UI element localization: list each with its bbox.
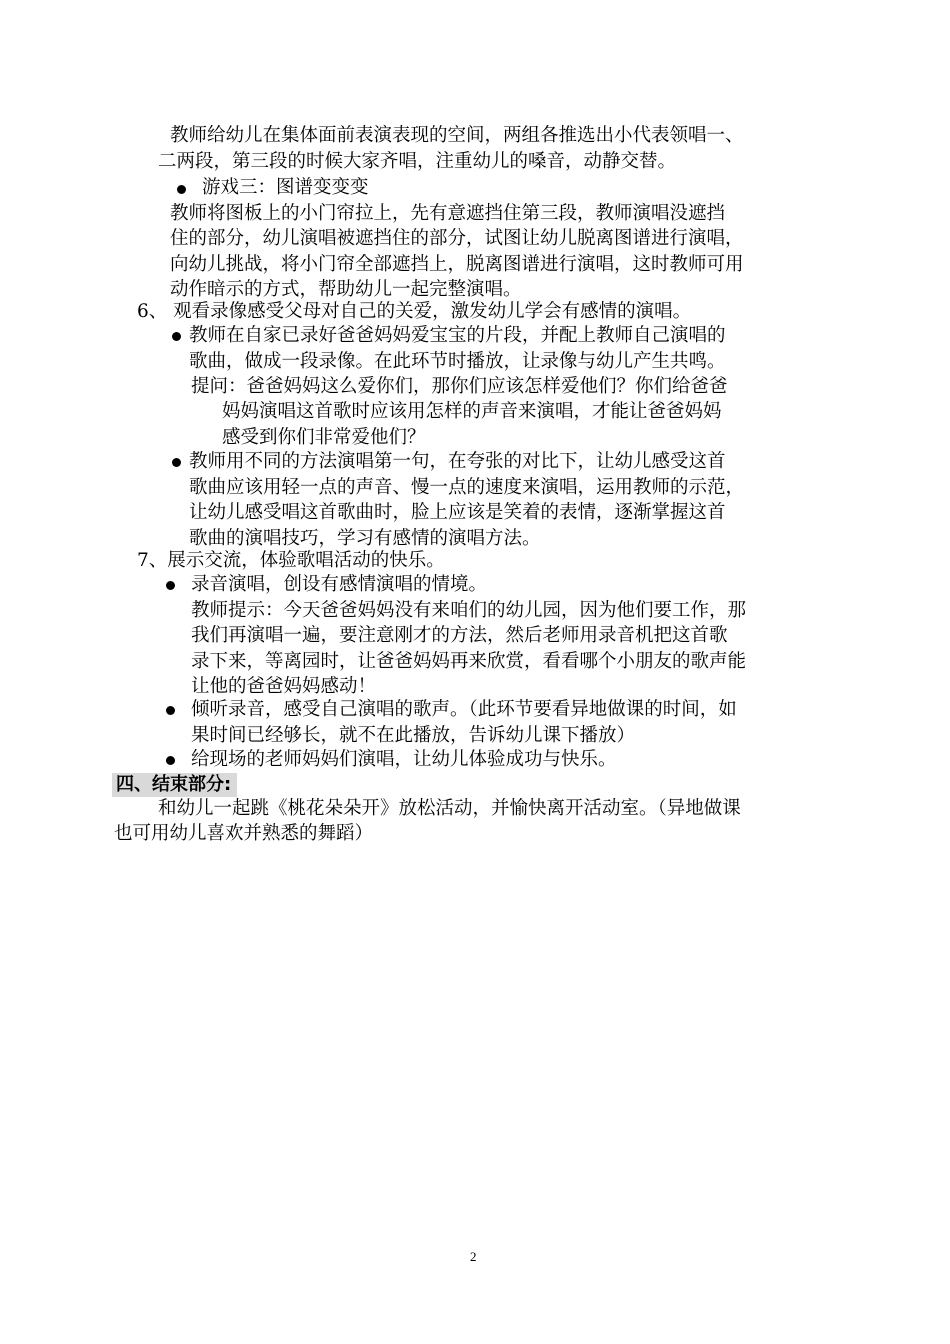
subheading-game3: 游戏三：图谱变变变 [202,177,369,198]
paragraph-line: 提问：爸爸妈妈这么爱你们，那你们应该怎样爱他们？你们给爸爸 [191,376,728,397]
step-6-title: 6、 观看录像感受父母对自己的关爱，激发幼儿学会有感情的演唱。 [137,301,692,322]
paragraph-line: 让他的爸爸妈妈感动！ [191,676,377,697]
bullet-icon [172,458,181,467]
paragraph-line: 住的部分，幼儿演唱被遮挡住的部分，试图让幼儿脱离图谱进行演唱， [170,228,744,249]
step-7-title: 7、展示交流，体验歌唱活动的快乐。 [137,550,445,571]
bullet-icon [177,185,186,194]
paragraph-line: 教师用不同的方法演唱第一句，在夸张的对比下，让幼儿感受这首 [189,451,726,472]
paragraph-line: 歌曲的演唱技巧，学习有感情的演唱方法。 [189,528,541,549]
section-4-heading: 四、结束部分: [112,773,237,797]
paragraph-line: 也可用幼儿喜欢并熟悉的舞蹈） [114,823,374,844]
paragraph-line: 感受到你们非常爱他们？ [222,427,426,448]
paragraph-line: 我们再演唱一遍，要注意刚才的方法，然后老师用录音机把这首歌 [191,625,728,646]
paragraph-line: 给现场的老师妈妈们演唱，让幼儿体验成功与快乐。 [191,749,617,770]
paragraph-line: 二两段，第三段的时候大家齐唱，注重幼儿的嗓音，动静交替。 [158,151,677,172]
paragraph-line: 向幼儿挑战，将小门帘全部遮挡上，脱离图谱进行演唱，这时教师可用 [170,254,744,275]
paragraph-line: 果时间已经够长，就不在此播放，告诉幼儿课下播放） [191,725,636,746]
paragraph-line: 妈妈演唱这首歌时应该用怎样的声音来演唱，才能让爸爸妈妈 [222,401,722,422]
paragraph-line: 和幼儿一起跳《桃花朵朵开》放松活动，并愉快离开活动室。（异地做课 [158,798,741,819]
paragraph-line: 录音演唱，创设有感情演唱的情境。 [191,574,488,595]
page-number: 2 [470,1249,477,1264]
paragraph-line: 录下来，等离园时，让爸爸妈妈再来欣赏，看看哪个小朋友的歌声能 [191,651,747,672]
paragraph-line: 教师在自家已录好爸爸妈妈爱宝宝的片段，并配上教师自己演唱的 [189,325,726,346]
paragraph-line: 动作暗示的方式，帮助幼儿一起完整演唱。 [170,279,522,300]
paragraph-line: 歌曲应该用轻一点的声音、慢一点的速度来演唱，运用教师的示范， [189,477,745,498]
bullet-icon [166,756,175,765]
paragraph-line: 教师将图板上的小门帘拉上，先有意遮挡住第三段，教师演唱没遮挡 [170,203,726,224]
paragraph-line: 让幼儿感受唱这首歌曲时，脸上应该是笑着的表情，逐渐掌握这首 [189,502,726,523]
bullet-icon [166,581,175,590]
paragraph-line: 倾听录音，感受自己演唱的歌声。（此环节要看异地做课的时间，如 [191,699,737,720]
bullet-icon [172,332,181,341]
paragraph-line: 歌曲，做成一段录像。在此环节时播放，让录像与幼儿产生共鸣。 [189,351,726,372]
bullet-icon [166,706,175,715]
paragraph-line: 教师提示：今天爸爸妈妈没有来咱们的幼儿园，因为他们要工作，那 [191,600,747,621]
paragraph-line: 教师给幼儿在集体面前表演表现的空间，两组各推选出小代表领唱一、 [170,125,744,146]
